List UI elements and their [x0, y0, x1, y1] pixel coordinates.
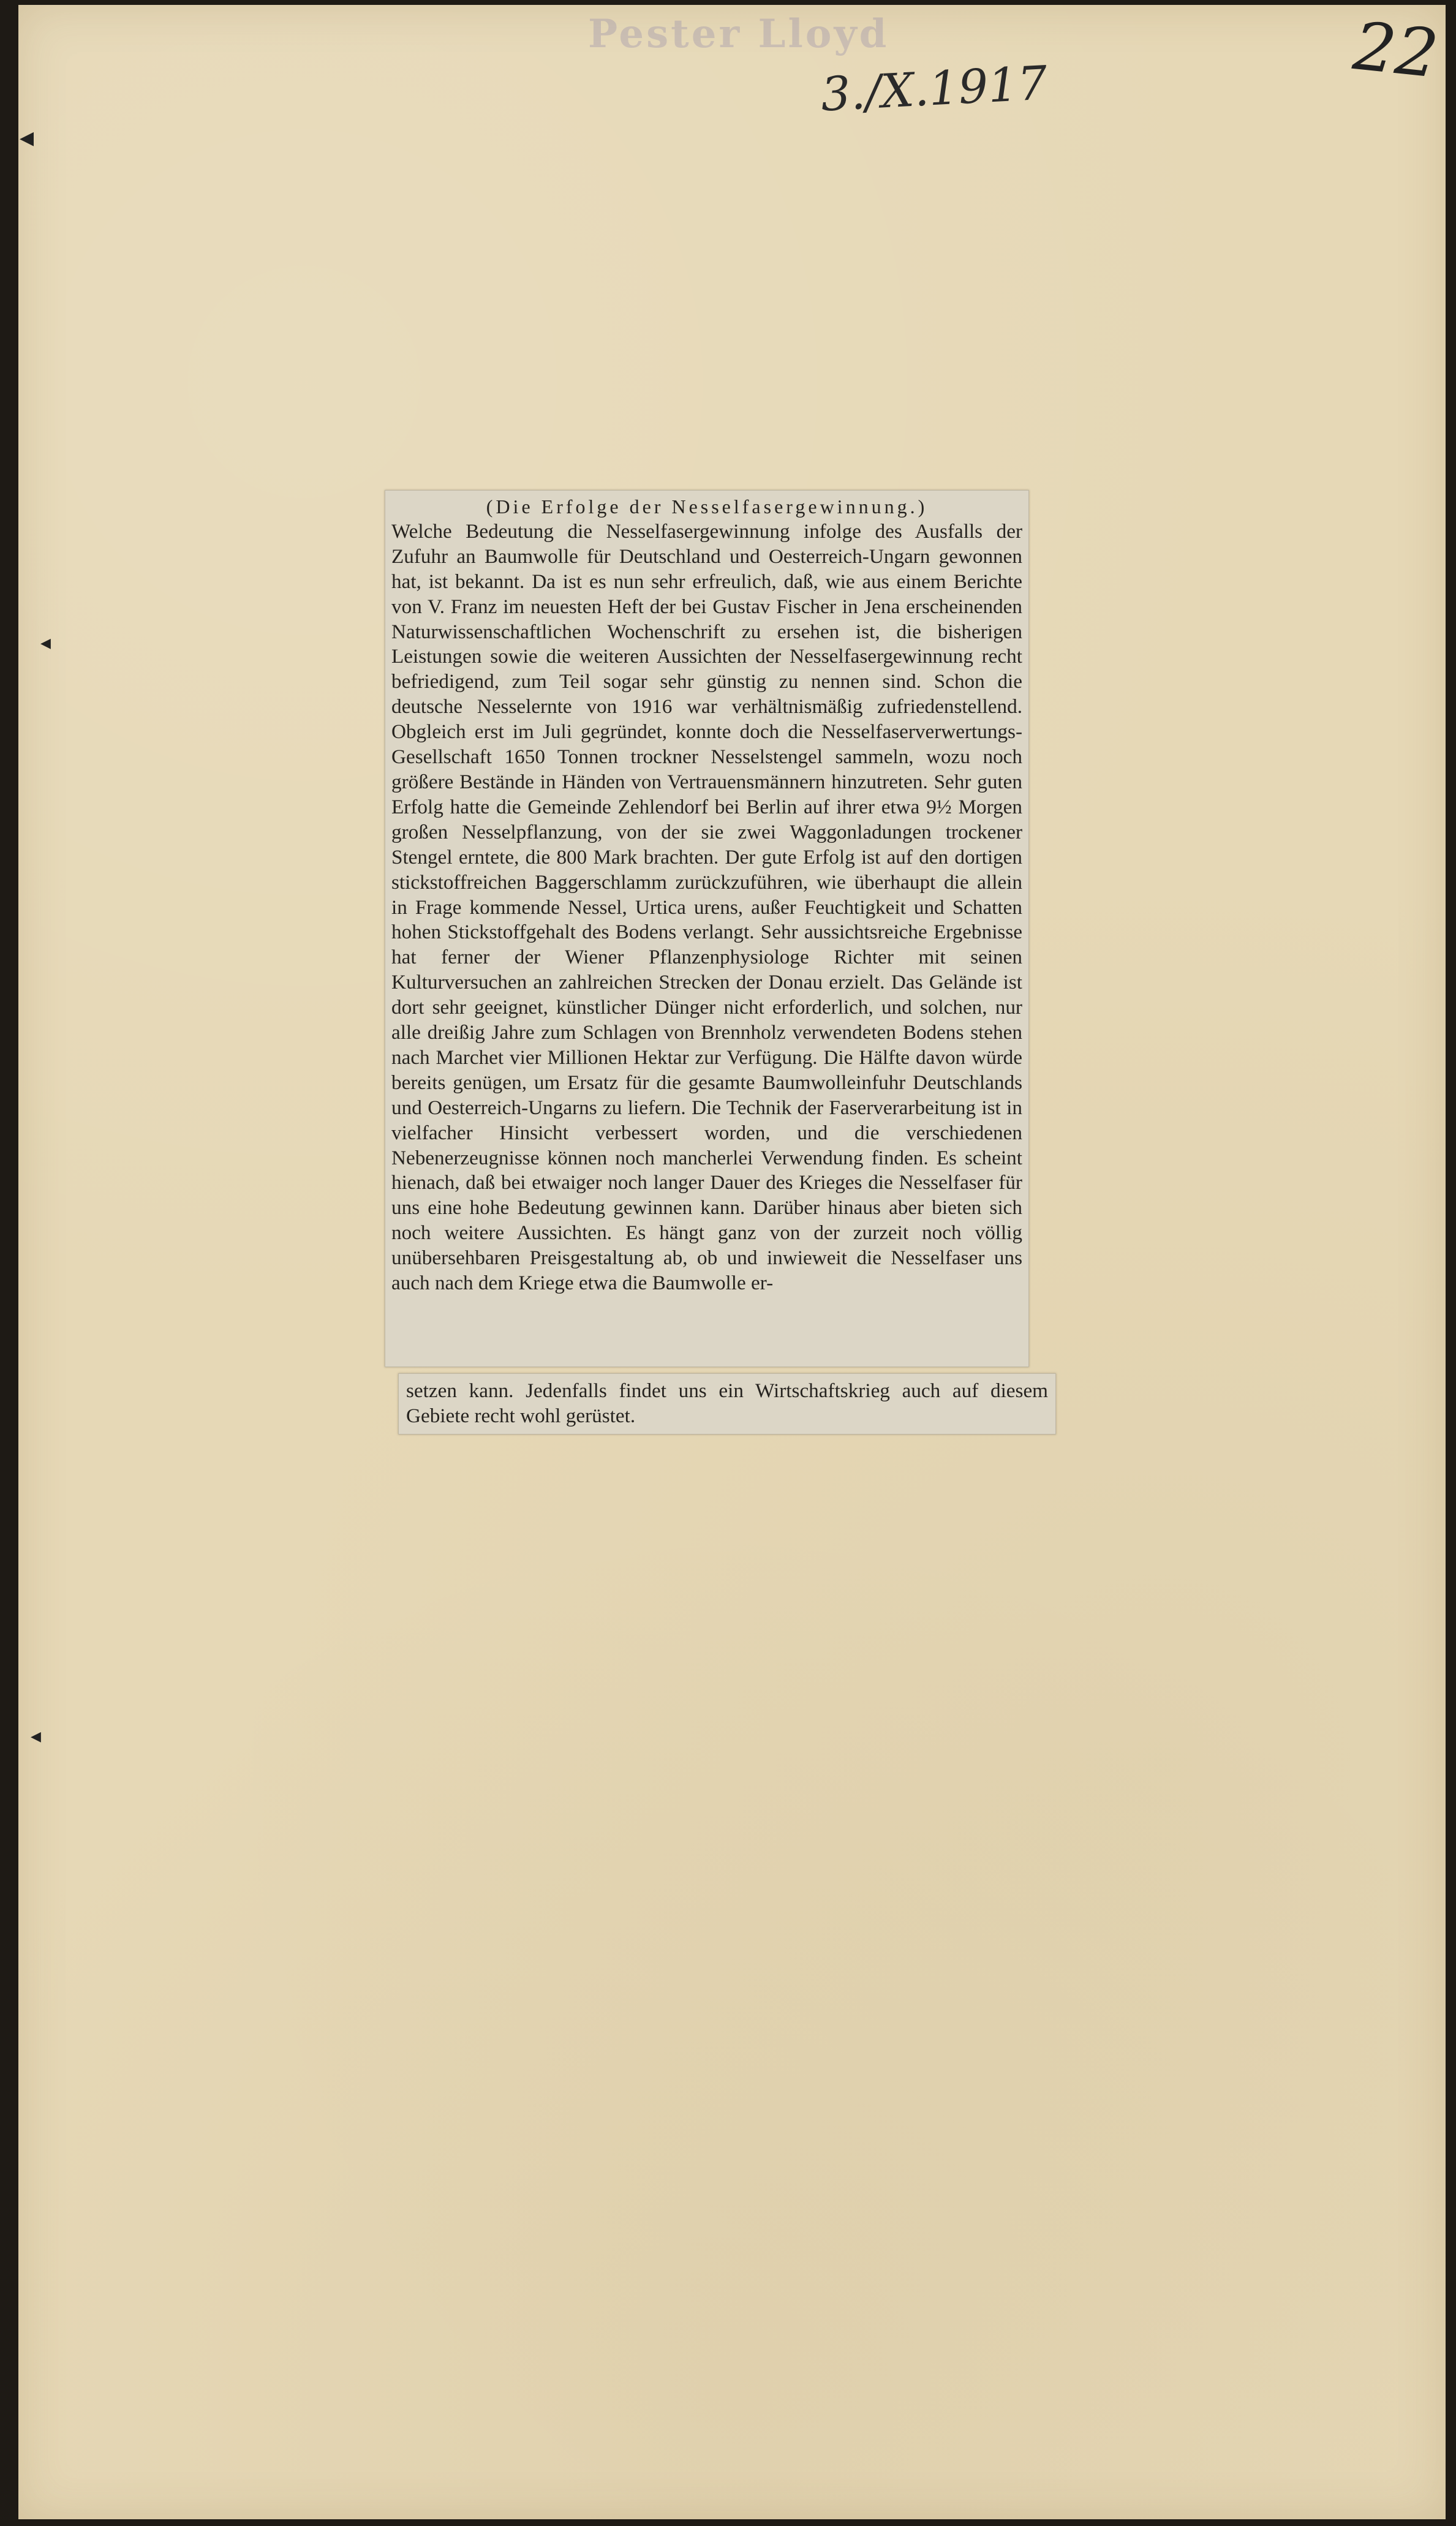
folio-number: 22	[1349, 8, 1442, 93]
punch-hole-mark: ◀	[40, 636, 51, 651]
punch-hole-mark: ◀	[20, 127, 34, 149]
punch-hole-mark: ◀	[31, 1729, 41, 1744]
article-body: Welche Bedeutung die Nesselfasergewinnung infolge des Ausfalls der Zufuhr an Baumwolle für Deutschland und Oesterreich-Ungarn gewonnen hat, ist bekannt. Da ist es nun sehr erfreulich, daß, wie aus einem Berichte von V. Franz im neuesten Heft der bei Gustav Fischer in Jena erscheinenden Naturwissenschaftlichen Wochenschrift zu ersehen ist, die bisherigen Leistungen sowie die weiteren Aussichten der Nesselfasergewinnung recht befriedigend, zum Teil sogar sehr günstig zu nennen sind. Schon die deutsche Nesselernte von 1916 war verhältnismäßig zufriedenstellend. Obgleich erst im Juli gegründet, konnte doch die Nesselfaserverwertungs-Gesellschaft 1650 Tonnen trockner Nesselstengel sammeln, wozu noch größere Bestände in Händen von Vertrauensmännern hinzutreten. Sehr guten Erfolg hatte die Gemeinde Zehlendorf bei Berlin auf ihrer etwa 9½ Morgen großen Nesselpflanzung, von der sie zwei Waggonladungen trockener Stengel erntete, die 800 Mark brachten. Der gute Erfolg ist auf den dortigen stickstoffreichen Baggerschlamm zurückzuführen, wie überhaupt die allein in Frage kommende Nessel, Urtica urens, außer Feuchtigkeit und Schatten hohen Stickstoffgehalt des Bodens verlangt. Sehr aussichtsreiche Ergebnisse hat ferner der Wiener Pflanzenphysiologe Richter mit seinen Kulturversuchen an zahlreichen Strecken der Donau erzielt. Das Gelände ist dort sehr geeignet, künstlicher Dünger nicht erforderlich, und solchen, nur alle dreißig Jahre zum Schlagen von Brennholz verwendeten Bodens stehen nach Marchet vier Millionen Hektar zur Verfügung. Die Hälfte davon würde bereits genügen, um Ersatz für die gesamte Baumwolleinfuhr Deutschlands und Oesterreich-Ungarns zu liefern. Die Technik der Faserverarbeitung ist in vielfacher Hinsicht verbessert worden, und die verschiedenen Nebenerzeugnisse können noch mancherlei Verwendung finden. Es scheint hienach, daß bei etwaiger noch langer Dauer des Krieges die Nesselfaser für uns eine hohe Bedeutung gewinnen kann. Darüber hinaus aber bieten sich noch weitere Aussichten. Es hängt ganz von der zurzeit noch völlig unübersehbaren Preisgestaltung ab, ob und inwieweit die Nesselfaser uns auch nach dem Kriege etwa die Baumwolle er-	[391, 519, 1022, 1295]
article-continuation: setzen kann. Jedenfalls findet uns ein Wirtschaftskrieg auch auf diesem Gebiete recht wohl gerüstet.	[406, 1379, 1048, 1427]
handwritten-date: 3./X.1917	[819, 55, 1049, 122]
newspaper-clipping	[385, 490, 1029, 1367]
article-title: (Die Erfolge der Nesselfasergewinnung.)	[486, 496, 928, 518]
newspaper-stamp: Pester Lloyd	[588, 11, 889, 57]
clipping-continuation	[398, 1373, 1056, 1435]
